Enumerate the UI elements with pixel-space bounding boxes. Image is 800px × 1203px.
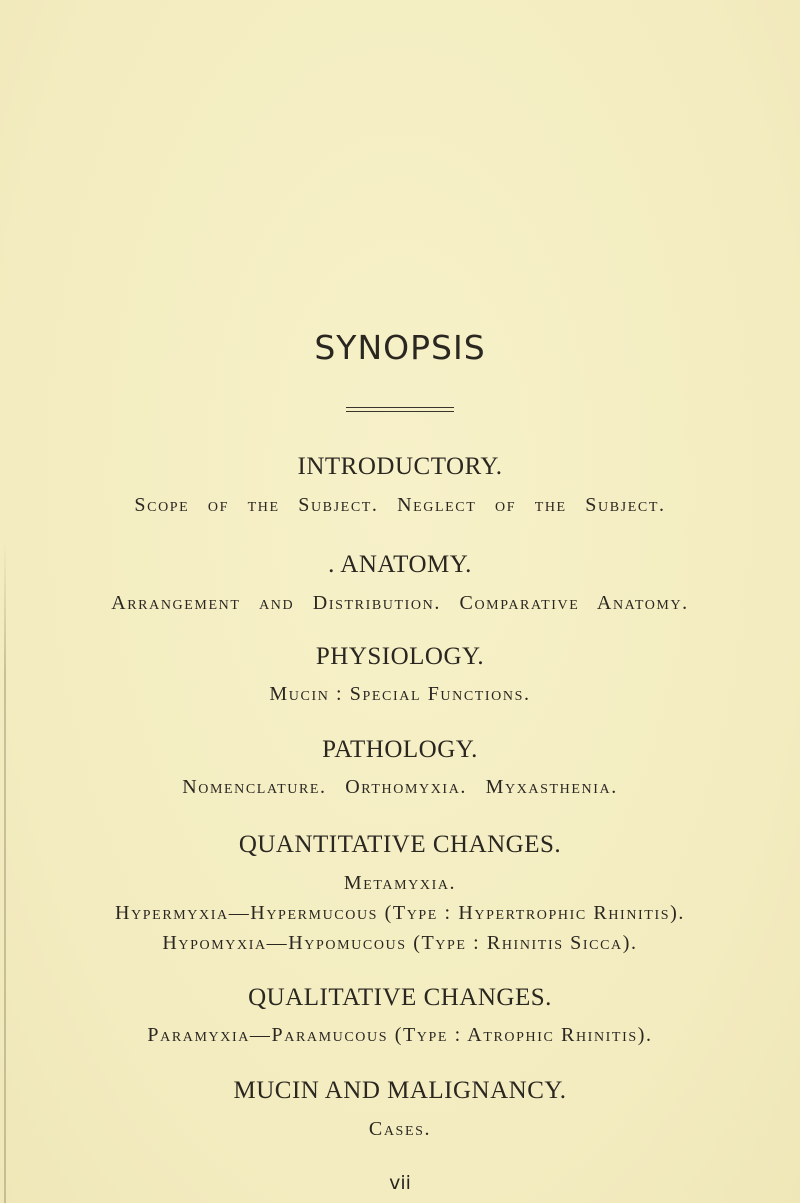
section-heading: PHYSIOLOGY. (315, 643, 485, 670)
page-number: vii (389, 1172, 411, 1194)
page-title: SYNOPSIS (314, 328, 486, 367)
section-quantitative-changes (0, 830, 800, 958)
section-line: Mucin : Special Functions. (269, 683, 531, 705)
section-heading: INTRODUCTORY. (297, 453, 503, 480)
title-double-rule-top (346, 407, 454, 408)
section-line: Paramyxia—Paramucous (Type : Atrophic Rhinitis). (147, 1024, 653, 1046)
section-line: Metamyxia. (343, 872, 457, 894)
section-line: Hypomyxia—Hypomucous (Type : Rhinitis Sicca). (162, 932, 638, 954)
section-qualitative-changes (0, 983, 800, 1050)
section-mucin-and-malignancy (0, 1076, 800, 1144)
section-line: Arrangement and Distribution. Comparative Anatomy. (111, 592, 689, 614)
section-line: Hypermyxia—Hypermucous (Type : Hypertrophic Rhinitis). (115, 902, 685, 924)
section-pathology (0, 735, 800, 802)
section-heading: QUALITATIVE CHANGES. (248, 984, 552, 1011)
section-heading: QUANTITATIVE CHANGES. (238, 831, 562, 858)
section-line: Nomenclature. Orthomyxia. Myxasthenia. (182, 776, 618, 798)
section-heading: PATHOLOGY. (322, 736, 478, 763)
section-introductory (0, 452, 800, 520)
section-heading: MUCIN AND MALIGNANCY. (233, 1077, 567, 1104)
section-line: Scope of the Subject. Neglect of the Subject. (134, 494, 666, 516)
section-heading: . ANATOMY. (328, 551, 472, 578)
section-anatomy (0, 550, 800, 618)
section-physiology (0, 642, 800, 709)
title-double-rule-bottom (346, 411, 454, 412)
section-line: Cases. (368, 1118, 432, 1140)
